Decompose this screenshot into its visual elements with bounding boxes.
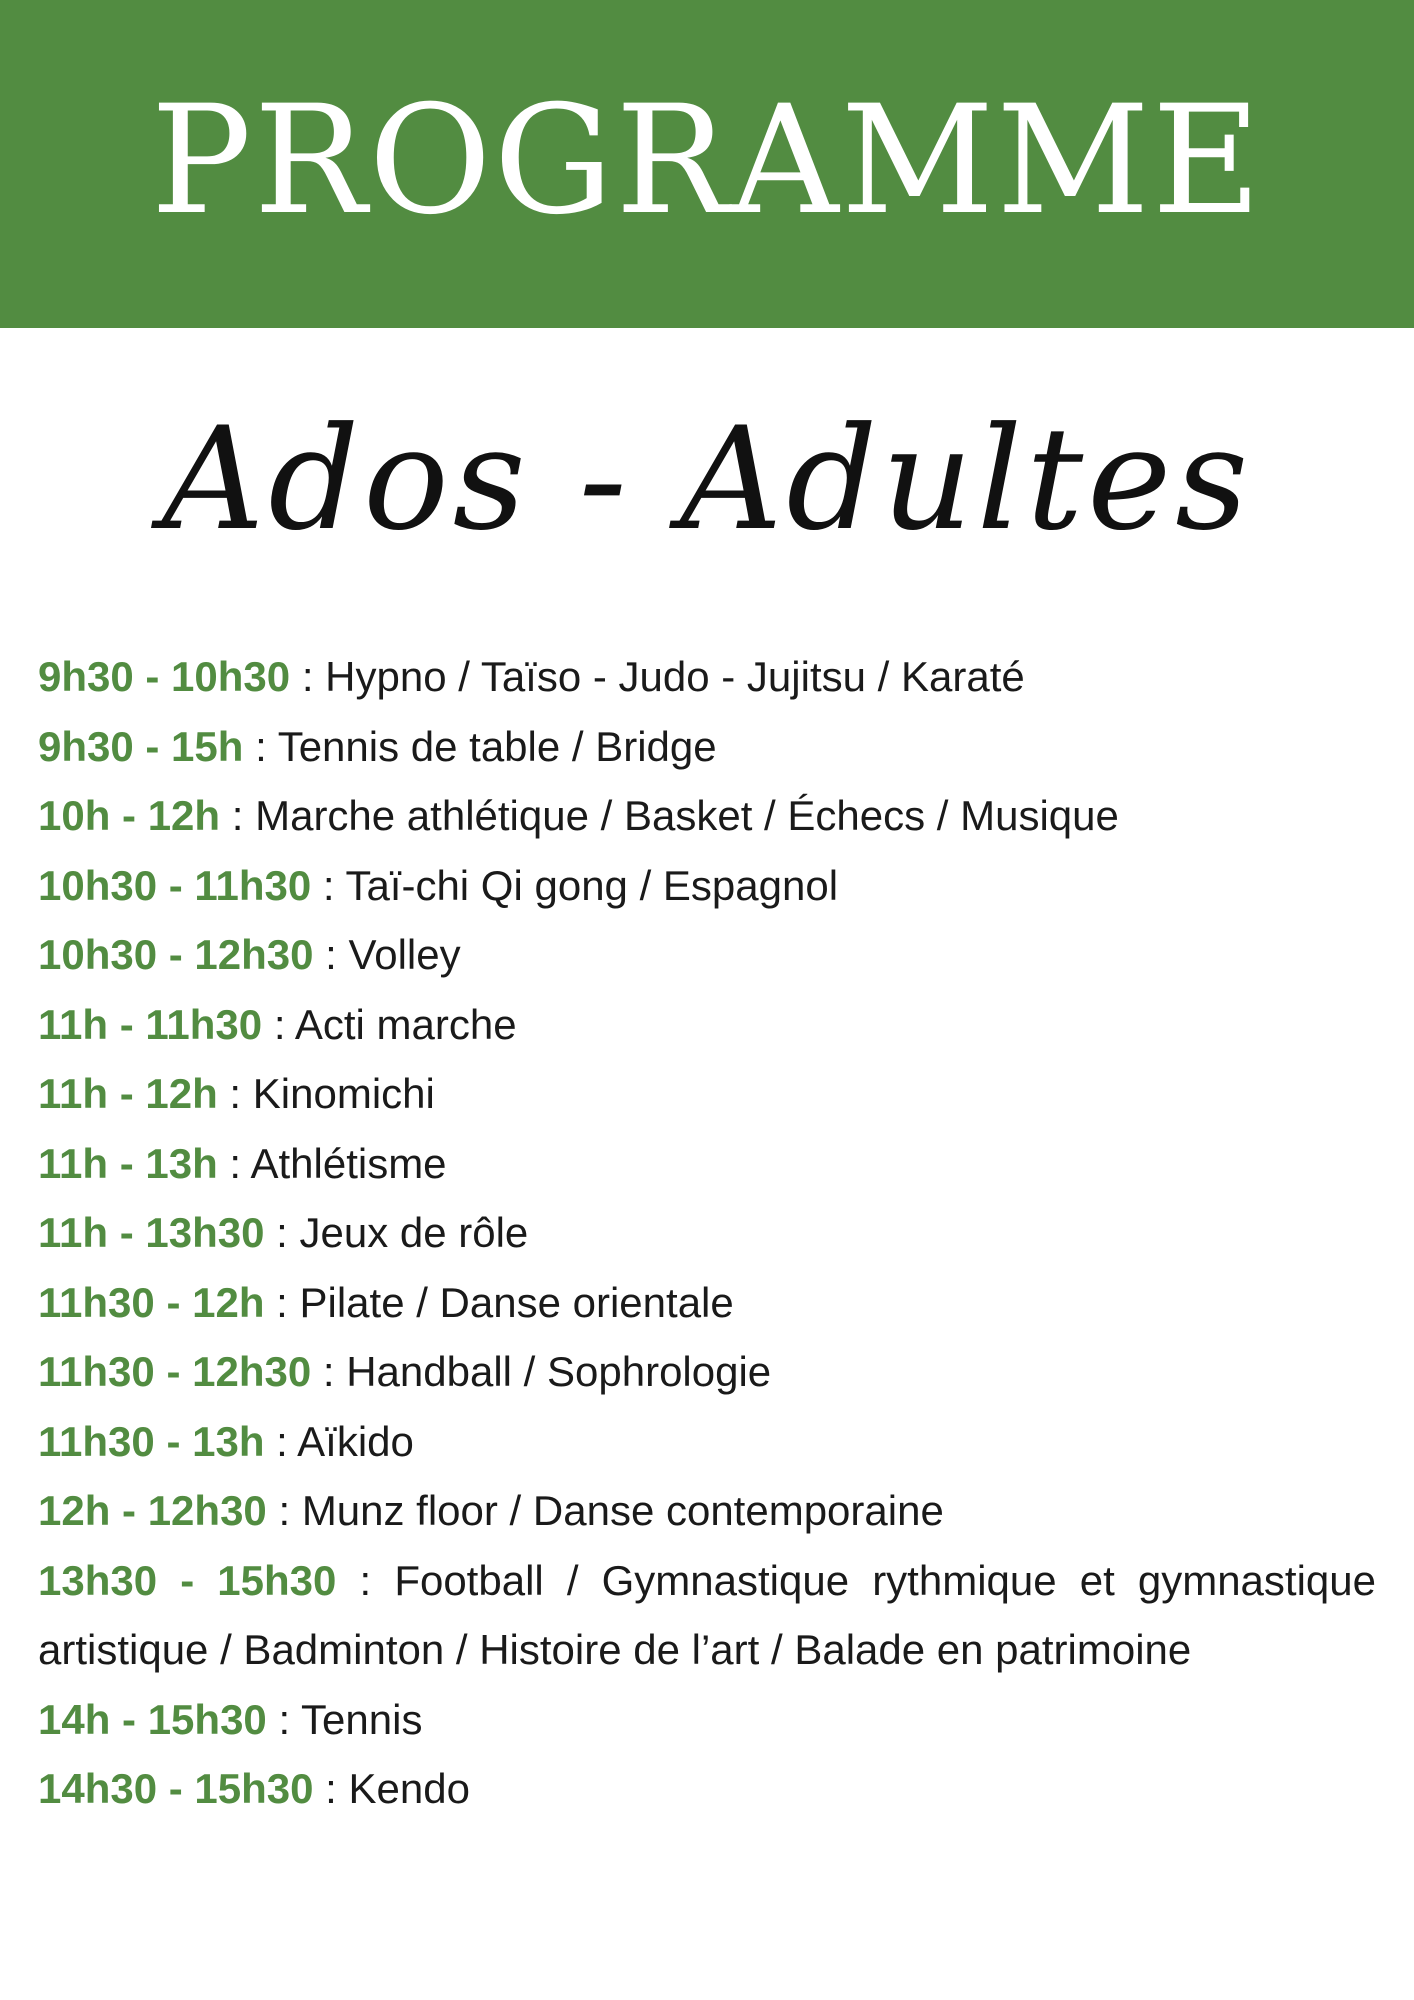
schedule-time: 13h30 - 15h30 [38,1556,337,1604]
schedule-separator: : [266,1487,302,1534]
schedule-time: 10h - 12h [38,792,221,839]
schedule-separator: : [220,792,256,839]
schedule-separator: : [313,931,349,978]
schedule-activities: Jeux de rôle [299,1209,529,1256]
schedule-separator: : [313,1765,349,1812]
schedule-activities: Tennis de table / Bridge [277,722,717,770]
schedule-separator: : [311,1348,347,1395]
schedule-row [38,781,1376,851]
schedule-time: 11h - 13h [38,1139,218,1187]
schedule-row [38,1407,1376,1477]
schedule-separator: : [266,1695,302,1743]
schedule-activities: Kendo [348,1765,470,1812]
schedule-activities: Munz floor / Danse contemporaine [301,1487,944,1534]
schedule-time: 11h - 12h [38,1070,218,1117]
schedule-time: 10h30 - 12h30 [38,931,314,978]
schedule-separator: : [262,1000,295,1048]
schedule-row [38,851,1376,921]
schedule-row [38,1685,1376,1755]
schedule-activities: Taï-chi Qi gong / Espagnol [345,861,839,909]
schedule-row [38,1337,1376,1407]
schedule-row [38,1476,1376,1546]
schedule-activities: Aïkido [297,1417,414,1465]
schedule-row [38,712,1376,782]
schedule-time: 9h30 - 10h30 [38,653,291,700]
schedule-activities: Handball / Sophrologie [346,1348,772,1395]
schedule-time: 14h30 - 15h30 [38,1765,314,1812]
schedule-separator: : [264,1209,300,1256]
schedule-row [38,1546,1376,1685]
schedule-separator: : [217,1070,253,1117]
header-banner [0,0,1414,328]
schedule-row [38,990,1376,1060]
schedule-row [38,1754,1376,1824]
audience-subtitle: Ados - Adultes [161,397,1253,562]
schedule-separator: : [290,653,326,700]
schedule-activities: Football / Gymnastique rythmique et gymnastique artistique / Badminton / Histoire de l’art / Balade en patrimoine [38,1556,1376,1673]
page-title: PROGRAMME [150,74,1264,248]
schedule-activities: Pilate / Danse orientale [299,1278,734,1326]
schedule-row [38,920,1376,990]
schedule-list [38,642,1376,1824]
schedule-activities: Hypno / Taïso - Judo - Jujitsu / Karaté [325,653,1025,700]
schedule-time: 9h30 - 15h [38,722,244,770]
schedule-time: 11h - 11h30 [38,1000,263,1048]
schedule-row [38,1059,1376,1129]
schedule-row [38,1268,1376,1338]
schedule-separator: : [264,1417,298,1465]
schedule-time: 11h - 13h30 [38,1209,265,1256]
schedule-separator: : [336,1556,395,1604]
schedule-activities: Volley [348,931,461,978]
schedule-time: 11h30 - 12h30 [38,1348,312,1395]
schedule-row [38,1198,1376,1268]
schedule-time: 11h30 - 13h [38,1417,265,1465]
schedule-row [38,1129,1376,1199]
schedule-separator: : [217,1139,251,1187]
schedule-activities: Marche athlétique / Basket / Échecs / Musique [255,792,1119,839]
schedule-separator: : [243,722,278,770]
schedule-time: 10h30 - 11h30 [38,861,312,909]
schedule-time: 12h - 12h30 [38,1487,267,1534]
schedule-activities: Acti marche [294,1000,517,1048]
schedule-row [38,642,1376,712]
schedule-separator: : [264,1278,300,1326]
schedule-activities: Athlétisme [250,1139,447,1187]
schedule-activities: Tennis [301,1695,423,1743]
schedule-time: 11h30 - 12h [38,1278,265,1326]
schedule-time: 14h - 15h30 [38,1695,267,1743]
schedule-separator: : [311,861,346,909]
schedule-activities: Kinomichi [252,1070,435,1117]
